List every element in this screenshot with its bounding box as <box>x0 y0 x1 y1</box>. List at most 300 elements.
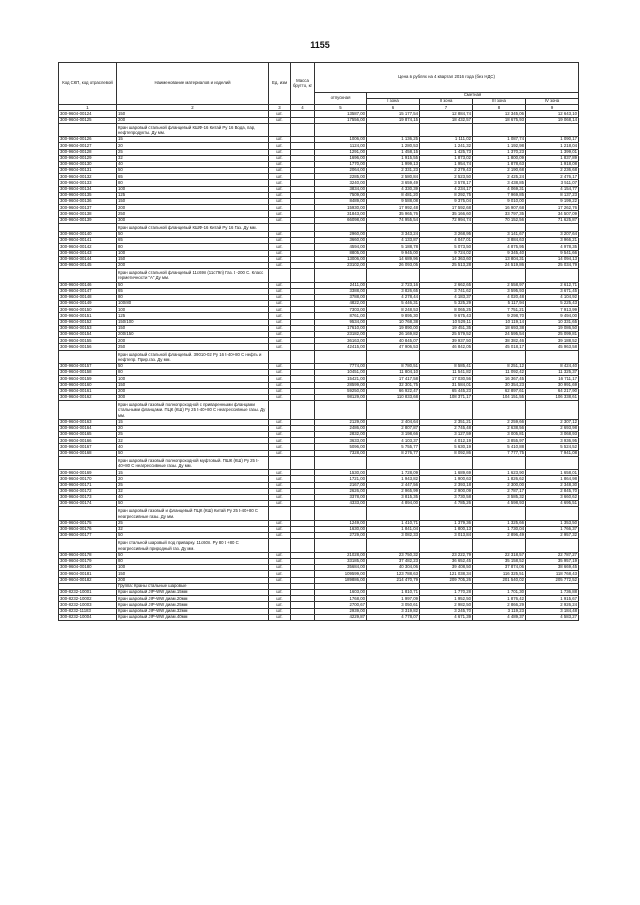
item-unit: шт. <box>269 495 291 501</box>
price-zone2: 2 523,50 <box>420 174 473 180</box>
row-spacer <box>269 539 291 552</box>
price-zone3: 38 382,46 <box>473 338 526 344</box>
item-unit: шт. <box>269 143 291 149</box>
price-zone3: 5 410,88 <box>473 444 526 450</box>
price-zone2: 17 592,68 <box>420 205 473 211</box>
item-description: Кран шаровый стальной фланцевый. 39010-02 Ру 16 t-40+80 С нефть и нефтепр. Прир.газ. Ду мм. <box>117 350 269 363</box>
price-zone2: 1 873,02 <box>420 155 473 161</box>
price-zone4: 8 424,40 <box>526 363 579 369</box>
price-zone1: 1 810,71 <box>367 590 420 596</box>
row-spacer <box>367 223 420 231</box>
price-zone2: 14 363,60 <box>420 256 473 262</box>
row-spacer <box>269 350 291 363</box>
price-zone3: 7 777,75 <box>473 450 526 456</box>
price-zone4: 1 218,04 <box>526 143 579 149</box>
item-name: 250 <box>117 344 269 350</box>
price-zone3: 24 519,86 <box>473 262 526 268</box>
item-unit: шт. <box>269 338 291 344</box>
price-zone1: 66 922,47 <box>367 388 420 394</box>
price-release: 2411,00 <box>315 282 367 288</box>
header-zone3: III зона <box>473 99 526 105</box>
row-spacer <box>269 456 291 469</box>
row-spacer <box>315 456 367 469</box>
price-zone4: 1 090,17 <box>526 137 579 143</box>
item-unit: шт. <box>269 186 291 192</box>
price-release: 28599,00 <box>315 382 367 388</box>
price-release: 10451,00 <box>315 370 367 376</box>
item-code: 300-9604-00136 <box>59 199 117 205</box>
row-spacer <box>315 350 367 363</box>
header-zone4: IV зона <box>526 99 579 105</box>
price-zone4: 39 188,52 <box>526 338 579 344</box>
item-name: 300 <box>117 394 269 400</box>
row-spacer <box>315 269 367 282</box>
price-release: 189886,00 <box>315 577 367 583</box>
price-zone3: 4 598,93 <box>473 501 526 507</box>
row-spacer <box>291 350 315 363</box>
item-unit: шт. <box>269 444 291 450</box>
item-description: Кран шаровый газовый полнопроходной с приваренными фланцами стальными фланцами. ПЦК (КШ) Ру 25 t-40+80 С неагрессивные газы. Ду мм. <box>117 401 269 420</box>
item-name: 100 <box>117 250 269 256</box>
price-release: 1006,00 <box>315 137 367 143</box>
row-spacer <box>526 269 579 282</box>
price-zone2: 65 445,23 <box>420 388 473 394</box>
item-name: 250 <box>117 211 269 217</box>
price-release: 8761,00 <box>315 313 367 319</box>
row-spacer <box>315 223 367 231</box>
row-spacer <box>269 507 291 520</box>
price-release: 2129,00 <box>315 419 367 425</box>
item-name: 150 <box>117 325 269 331</box>
price-zone3: 116 325,51 <box>473 571 526 577</box>
item-name: Кран шаровый JIP-WW диам.32мм <box>117 608 269 614</box>
row-spacer <box>367 269 420 282</box>
price-zone2: 4 012,19 <box>420 438 473 444</box>
price-zone3: 2 190,68 <box>473 168 526 174</box>
item-unit: шт. <box>269 137 291 143</box>
item-code: 300-9604-00160 <box>59 382 117 388</box>
item-code: 300-9604-00147 <box>59 288 117 294</box>
row-spacer <box>473 123 526 136</box>
price-zone4: 2 957,32 <box>526 533 579 539</box>
price-zone4: 2 236,68 <box>526 168 579 174</box>
price-zone4: 1 864,98 <box>526 476 579 482</box>
item-code: 300-9604-00126 <box>59 137 117 143</box>
price-zone2: 8 065,25 <box>420 307 473 313</box>
price-zone4: 205 772,52 <box>526 577 579 583</box>
price-zone2: 1 111,02 <box>420 137 473 143</box>
item-name: 50 <box>117 533 269 539</box>
item-unit: шт. <box>269 370 291 376</box>
price-zone4: 4 154,77 <box>526 186 579 192</box>
item-code: 300-9604-00152 <box>59 319 117 325</box>
price-release: 2064,00 <box>315 168 367 174</box>
price-zone1: 214 470,79 <box>367 577 420 583</box>
price-release: 17556,00 <box>315 117 367 123</box>
row-spacer <box>526 507 579 520</box>
price-zone2: 11 541,82 <box>420 370 473 376</box>
price-zone1: 10 768,38 <box>367 319 420 325</box>
price-zone4: 3 966,21 <box>526 238 579 244</box>
price-zone4: 45 963,58 <box>526 344 579 350</box>
item-unit: шт. <box>269 244 291 250</box>
price-zone2: 8 292,75 <box>420 192 473 198</box>
price-zone2: 1 379,36 <box>420 520 473 526</box>
price-release: 4229,87 <box>315 614 367 620</box>
price-zone2: 2 982,50 <box>420 602 473 608</box>
item-name: 20 <box>117 425 269 431</box>
price-release: 9534,00 <box>315 319 367 325</box>
item-name: Кран шаровый JIP-WW диам.15мм <box>117 590 269 596</box>
item-unit: шт. <box>269 614 291 620</box>
item-code: 300-9604-00124 <box>59 111 117 117</box>
row-spacer <box>420 123 473 136</box>
price-zone1: 8 276,77 <box>367 450 420 456</box>
price-zone4: 2 693,98 <box>526 425 579 431</box>
description-row <box>59 507 579 520</box>
item-code: 300-9604-00149 <box>59 301 117 307</box>
price-zone4: 64 217,90 <box>526 388 579 394</box>
price-release: 3788,00 <box>315 294 367 300</box>
item-unit: шт. <box>269 526 291 532</box>
item-unit: шт. <box>269 394 291 400</box>
item-name: 150 <box>117 111 269 117</box>
price-zone2: 2 279,43 <box>420 168 473 174</box>
row-spacer <box>59 401 117 420</box>
price-zone1: 4 133,87 <box>367 238 420 244</box>
item-code: 300-9604-00153 <box>59 325 117 331</box>
price-zone1: 15 177,54 <box>367 111 420 117</box>
price-zone2: 1 425,73 <box>420 149 473 155</box>
item-unit: шт. <box>269 149 291 155</box>
price-zone4: 30 991,69 <box>526 382 579 388</box>
item-name: 32 <box>117 155 269 161</box>
price-zone1: 1 458,15 <box>367 149 420 155</box>
item-code: 300-8232-10003 <box>59 602 117 608</box>
price-zone3: 4 069,31 <box>473 186 526 192</box>
price-zone1: 3 815,35 <box>367 495 420 501</box>
price-zone2: 17 030,56 <box>420 376 473 382</box>
price-zone2: 1 952,50 <box>420 596 473 602</box>
price-zone2: 19 451,35 <box>420 325 473 331</box>
price-release: 3660,00 <box>315 238 367 244</box>
price-zone1: 1 943,82 <box>367 476 420 482</box>
row-spacer <box>420 401 473 420</box>
item-name: 40 <box>117 161 269 167</box>
price-zone3: 7 969,85 <box>473 192 526 198</box>
description-row <box>59 539 579 552</box>
price-zone4: 34 507,09 <box>526 211 579 217</box>
price-zone1: 3 319,82 <box>367 608 420 614</box>
price-zone1: 8 780,51 <box>367 363 420 369</box>
price-zone1: 8 248,53 <box>367 307 420 313</box>
item-name: 25 <box>117 520 269 526</box>
price-zone4: 3 660,62 <box>526 495 579 501</box>
price-zone3: 1 876,42 <box>473 596 526 602</box>
price-zone3: 1 826,62 <box>473 476 526 482</box>
price-zone4: 4 695,51 <box>526 501 579 507</box>
price-zone4: 9 199,22 <box>526 199 579 205</box>
item-description: Кран шаровый стальной фланцевый КШФ-16 Китай Ру 16 Вода, пар, нефтепродукты. Ду мм. <box>117 123 269 136</box>
price-zone2: 3 127,59 <box>420 432 473 438</box>
price-zone3: 9 345,40 <box>473 250 526 256</box>
price-release: 2486,00 <box>315 425 367 431</box>
price-release: 42415,00 <box>315 344 367 350</box>
price-zone3: 201 540,02 <box>473 577 526 583</box>
column-number: 3 <box>269 105 291 111</box>
item-unit: шт. <box>269 552 291 558</box>
item-code: 300-9604-00128 <box>59 149 117 155</box>
item-code: 300-9604-00137 <box>59 205 117 211</box>
price-zone3: 12 345,06 <box>473 111 526 117</box>
price-zone4: 9 541,66 <box>526 250 579 256</box>
price-zone4: 1 766,37 <box>526 526 579 532</box>
price-zone4: 19 068,14 <box>526 117 579 123</box>
item-name: 50 <box>117 282 269 288</box>
price-zone4: 16 711,17 <box>526 376 579 382</box>
price-zone2: 1 954,74 <box>420 161 473 167</box>
item-code: 300-9604-00143 <box>59 250 117 256</box>
price-zone2: 72 994,74 <box>420 217 473 223</box>
column-number: 1 <box>59 105 117 111</box>
column-number: 2 <box>117 105 269 111</box>
price-release: 2939,00 <box>315 608 367 614</box>
price-zone2: 3 013,84 <box>420 533 473 539</box>
item-unit: шт. <box>269 256 291 262</box>
item-code: 300-8232-10001 <box>59 590 117 596</box>
price-release: 7328,00 <box>315 450 367 456</box>
price-zone3: 1 730,04 <box>473 526 526 532</box>
description-row <box>59 269 579 282</box>
item-code: 300-9604-00144 <box>59 256 117 262</box>
item-unit: шт. <box>269 161 291 167</box>
item-unit: шт. <box>269 590 291 596</box>
price-zone1: 35 965,76 <box>367 211 420 217</box>
price-zone1: 23 750,32 <box>367 552 420 558</box>
item-name: 80 <box>117 294 269 300</box>
item-code: 300-9604-00171 <box>59 482 117 488</box>
row-spacer <box>269 223 291 231</box>
item-unit: шт. <box>269 344 291 350</box>
price-zone2: 3 741,62 <box>420 288 473 294</box>
price-zone3: 7 751,21 <box>473 307 526 313</box>
item-unit: шт. <box>269 288 291 294</box>
item-code: 300-9604-00177 <box>59 533 117 539</box>
description-row <box>59 401 579 420</box>
item-unit: шт. <box>269 231 291 237</box>
price-zone1: 2 807,87 <box>367 425 420 431</box>
price-release: 1696,00 <box>315 155 367 161</box>
item-code: 300-9604-00148 <box>59 294 117 300</box>
price-zone1: 1 999,13 <box>367 161 420 167</box>
price-zone2: 1 770,28 <box>420 590 473 596</box>
price-zone2: 4 234,17 <box>420 186 473 192</box>
price-zone3: 1 701,30 <box>473 590 526 596</box>
price-release: 2285,00 <box>315 174 367 180</box>
row-spacer <box>291 223 315 231</box>
item-code: 300-9604-00170 <box>59 476 117 482</box>
row-spacer <box>59 223 117 231</box>
column-number: 7 <box>420 105 473 111</box>
price-zone1: 37 482,23 <box>367 558 420 564</box>
item-unit: шт. <box>269 192 291 198</box>
item-name: 50 <box>117 168 269 174</box>
item-name: 25 <box>117 432 269 438</box>
row-spacer <box>420 507 473 520</box>
price-zone1: 3 198,66 <box>367 432 420 438</box>
item-code: 300-9604-00180 <box>59 565 117 571</box>
price-release: 21028,00 <box>315 552 367 558</box>
row-spacer <box>526 350 579 363</box>
item-name: 50 <box>117 450 269 456</box>
row-spacer <box>526 401 579 420</box>
price-zone3: 2 866,29 <box>473 602 526 608</box>
price-zone3: 24 595,54 <box>473 332 526 338</box>
price-zone4: 2 612,71 <box>526 282 579 288</box>
price-zone3: 62 897,61 <box>473 388 526 394</box>
item-code: 300-9604-00138 <box>59 211 117 217</box>
price-zone1: 2 404,64 <box>367 419 420 425</box>
item-name: 125 <box>117 192 269 198</box>
price-zone1: 4 778,07 <box>367 614 420 620</box>
item-code: 300-9604-00166 <box>59 438 117 444</box>
price-zone2: 5 325,29 <box>420 301 473 307</box>
item-unit: шт. <box>269 565 291 571</box>
description-row <box>59 123 579 136</box>
item-unit: шт. <box>269 325 291 331</box>
price-zone4: 19 086,50 <box>526 325 579 331</box>
price-zone3: 9 010,00 <box>473 199 526 205</box>
price-zone4: 25 099,81 <box>526 332 579 338</box>
header-estimated: Сметная <box>367 93 579 99</box>
price-zone2: 8 585,41 <box>420 363 473 369</box>
item-code: 300-9604-00167 <box>59 444 117 450</box>
item-unit: шт. <box>269 488 291 494</box>
price-zone3: 13 804,31 <box>473 256 526 262</box>
item-name: 80 <box>117 180 269 186</box>
price-zone4: 10 331,65 <box>526 319 579 325</box>
row-spacer <box>315 123 367 136</box>
item-code: 300-9604-00182 <box>59 577 117 583</box>
price-zone4: 2 307,12 <box>526 419 579 425</box>
row-spacer <box>315 507 367 520</box>
price-release: 35684,00 <box>315 565 367 571</box>
price-zone3: 3 438,85 <box>473 180 526 186</box>
price-release: 1249,00 <box>315 520 367 526</box>
price-zone3: 2 896,49 <box>473 533 526 539</box>
item-name: 15 <box>117 137 269 143</box>
row-spacer <box>526 539 579 552</box>
item-code: 300-9604-00164 <box>59 425 117 431</box>
price-table <box>58 62 579 621</box>
price-zone2: 12 884,74 <box>420 111 473 117</box>
row-spacer <box>473 456 526 469</box>
item-name: 150 <box>117 382 269 388</box>
item-code: 300-9604-00139 <box>59 217 117 223</box>
price-zone2: 3 245,70 <box>420 608 473 614</box>
price-zone3: 3 884,63 <box>473 238 526 244</box>
item-name: 200 <box>117 205 269 211</box>
price-zone2: 2 900,09 <box>420 488 473 494</box>
item-name: 100/80 <box>117 301 269 307</box>
price-zone1: 1 136,25 <box>367 137 420 143</box>
item-code: 300-9604-00133 <box>59 180 117 186</box>
price-zone4: 1 353,50 <box>526 520 579 526</box>
item-description: Кран стальной шаровый под приварку. 11с60п. Ру 80 t +80 С неагрессивный природный газ. Ду мм. <box>117 539 269 552</box>
price-zone3: 70 152,56 <box>473 217 526 223</box>
item-name: 125 <box>117 313 269 319</box>
price-release: 1630,00 <box>315 526 367 532</box>
item-unit: шт. <box>269 425 291 431</box>
price-zone1: 2 331,23 <box>367 168 420 174</box>
item-unit: шт. <box>269 307 291 313</box>
price-zone4: 3 936,95 <box>526 438 579 444</box>
price-zone3: 35 158,52 <box>473 558 526 564</box>
row-spacer <box>59 123 117 136</box>
row-spacer <box>473 539 526 552</box>
row-spacer <box>315 539 367 552</box>
item-name: 20 <box>117 476 269 482</box>
item-unit: шт. <box>269 577 291 583</box>
price-release: 109599,00 <box>315 571 367 577</box>
item-code: 300-9604-00162 <box>59 394 117 400</box>
price-zone4: 3 207,64 <box>526 231 579 237</box>
row-spacer <box>473 269 526 282</box>
item-code: 300-9604-00130 <box>59 161 117 167</box>
item-unit: шт. <box>269 238 291 244</box>
price-zone1: 2 965,99 <box>367 488 420 494</box>
price-zone2: 10 529,11 <box>420 319 473 325</box>
price-zone2: 35 166,60 <box>420 211 473 217</box>
price-zone4: 35 957,19 <box>526 558 579 564</box>
price-release: 23102,00 <box>315 262 367 268</box>
row-spacer <box>269 123 291 136</box>
price-zone4: 1 736,88 <box>526 590 579 596</box>
item-name: 20 <box>117 143 269 149</box>
item-unit: шт. <box>269 476 291 482</box>
row-spacer <box>367 350 420 363</box>
item-unit: шт. <box>269 419 291 425</box>
price-zone1: 3 050,61 <box>367 602 420 608</box>
price-zone3: 16 907,68 <box>473 205 526 211</box>
price-zone1: 1 915,55 <box>367 155 420 161</box>
price-zone2: 25 513,28 <box>420 262 473 268</box>
price-zone4: 118 768,43 <box>526 571 579 577</box>
item-name: 65 <box>117 288 269 294</box>
price-zone1: 3 826,65 <box>367 288 420 294</box>
item-name: 40 <box>117 495 269 501</box>
price-zone4: 2 348,30 <box>526 482 579 488</box>
price-release: 7509,00 <box>315 192 367 198</box>
price-zone1: 123 788,63 <box>367 571 420 577</box>
price-zone2: 1 241,32 <box>420 143 473 149</box>
item-name: 100 <box>117 307 269 313</box>
item-unit: шт. <box>269 520 291 526</box>
price-zone1: 40 304,06 <box>367 565 420 571</box>
item-code: 300-9604-00145 <box>59 262 117 268</box>
price-zone1: 9 588,08 <box>367 199 420 205</box>
page-number: 1155 <box>310 40 330 50</box>
row-spacer <box>473 401 526 420</box>
item-unit: шт. <box>269 282 291 288</box>
item-unit: шт. <box>269 608 291 614</box>
item-name: 100 <box>117 376 269 382</box>
row-spacer <box>526 123 579 136</box>
item-unit: шт. <box>269 438 291 444</box>
price-zone2: 31 584,01 <box>420 382 473 388</box>
price-release: 3388,00 <box>315 288 367 294</box>
column-number: 4 <box>291 105 315 111</box>
